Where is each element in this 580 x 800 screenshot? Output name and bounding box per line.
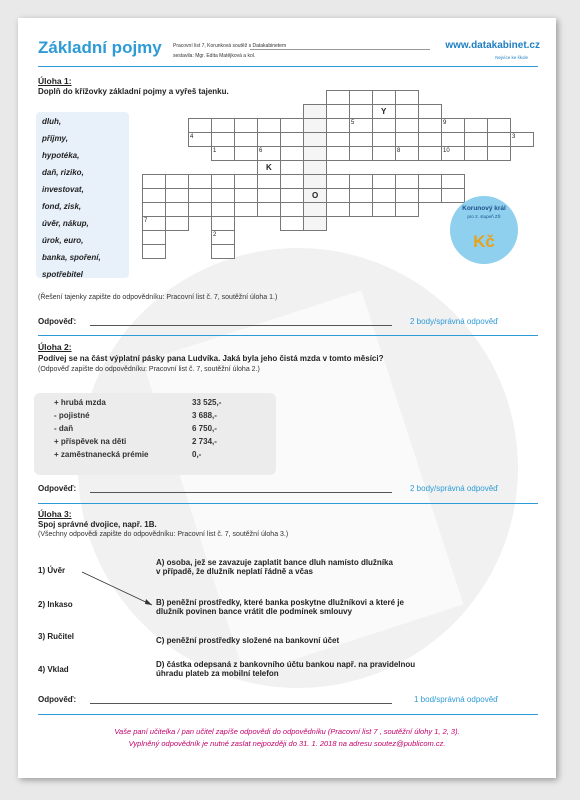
- crossword-number: 7: [144, 218, 148, 224]
- match-left-item: 4) Vklad: [38, 665, 69, 674]
- task3-instruction: Spoj správné dvojice, např. 1B.: [38, 520, 157, 529]
- worksheet-page: [18, 18, 556, 778]
- payslip-label: - pojistné: [54, 411, 90, 420]
- task1-answer-label: Odpověď:: [38, 317, 77, 326]
- task3-note: (Všechny odpovědi zapište do odpovědníku: Pracovní list č. 7, soutěžní úloha 3.): [38, 531, 289, 538]
- brand-suffix: .cz: [526, 40, 540, 51]
- crossword-number: 4: [190, 134, 194, 140]
- task1-points: 2 body/správná odpověď: [410, 317, 499, 326]
- match-right-line: D) částka odepsaná z bankovního účtu bankou např. na pravidelnou: [156, 660, 416, 669]
- crossword-number: 8: [397, 148, 401, 154]
- crossword-number: 5: [351, 120, 355, 126]
- task1-instruction: Doplň do křížovky základní pojmy a vyřeš tajenku.: [38, 87, 229, 96]
- word-item: daň, riziko,: [42, 168, 84, 177]
- word-item: spotřebitel: [42, 270, 83, 279]
- task2-note: (Odpověď zapište do odpovědníku: Pracovní list č. 7, soutěžní úloha 2.): [38, 366, 260, 373]
- match-right-item: [156, 598, 404, 616]
- crossword-number: 6: [259, 148, 263, 154]
- crossword-number: 3: [512, 134, 516, 140]
- match-right-line: úhradu plateb za mobilní telefon: [156, 669, 279, 678]
- task3-answer-line[interactable]: [90, 703, 392, 704]
- payslip-value: 0,-: [192, 450, 202, 459]
- task3-heading: Úloha 3:: [38, 509, 72, 519]
- payslip-value: 33 525,-: [192, 398, 222, 407]
- crossword-number: 10: [443, 148, 450, 154]
- match-right-line: B) peněžní prostředky, které banka poskytne dlužníkovi a které je: [156, 598, 404, 607]
- payslip-value: 3 688,-: [192, 411, 217, 420]
- word-item: příjmy,: [42, 134, 68, 143]
- payslip-label: + příspěvek na děti: [54, 437, 127, 446]
- task1-note: (Řešení tajenky zapište do odpovědníku: Pracovní list č. 7, soutěžní úloha 1.): [38, 294, 278, 301]
- word-item: hypotéka,: [42, 151, 80, 160]
- match-right-line: C) peněžní prostředky složené na bankovní účet: [156, 636, 340, 645]
- task2-question: Podívej se na část výplatní pásky pana Ludvíka. Jaká byla jeho čistá mzda v tomto měsíci?: [38, 354, 384, 363]
- badge-line-1: Korunový král: [462, 205, 506, 212]
- footer-line-1: Vaše paní učitelka / pan učitel zapíše odpovědi do odpovědníku (Pracovní list 7 , soutěžní úlohy 1, 2, 3).: [114, 727, 460, 736]
- brand-name: datakabinet: [471, 40, 527, 51]
- brand-slogan: Nejvíce ke škole: [495, 55, 528, 60]
- meta-line-1: Pracovní list 7, Korunková soutěž s Datakabinetem: [173, 43, 287, 49]
- task3-divider: [38, 714, 538, 715]
- footer-line-2: Vyplněný odpovědník je nutné zaslat nejpozději do 31. 1. 2018 na adresu soutez@publicom.cz.: [128, 739, 446, 748]
- task3-answer-label: Odpověď:: [38, 695, 77, 704]
- payslip-label: - daň: [54, 424, 74, 433]
- match-left-item: 3) Ručitel: [38, 632, 75, 641]
- word-item: banka, spoření,: [42, 253, 101, 262]
- page-title: Základní pojmy: [38, 38, 162, 57]
- crossword-letter: Y: [381, 107, 387, 116]
- word-item: úvěr, nákup,: [42, 219, 89, 228]
- match-right-line: dlužník povinen bance vrátit dle podmínek smlouvy: [156, 607, 353, 616]
- crossword-number: 2: [213, 232, 217, 238]
- badge-line-2: pro 2. stupeň ZŠ: [467, 214, 501, 219]
- brand-prefix: www.: [445, 40, 472, 51]
- match-right-item: [156, 660, 415, 678]
- payslip-label: + zaměstnanecká prémie: [54, 450, 149, 459]
- payslip-label: + hrubá mzda: [54, 398, 106, 407]
- word-item: investovat,: [42, 185, 84, 194]
- crossword-number: 9: [443, 120, 447, 126]
- task2-answer-label: Odpověď:: [38, 484, 77, 493]
- word-item: fond, zisk,: [42, 202, 82, 211]
- match-right-line: A) osoba, jež se zavazuje zaplatit bance dluh namísto dlužníka: [156, 558, 393, 567]
- match-right-item: [156, 636, 339, 645]
- match-right-item: [156, 558, 393, 576]
- task2-heading: Úloha 2:: [38, 342, 72, 352]
- payslip-value: 6 750,-: [192, 424, 217, 433]
- crossword-letter: O: [312, 191, 319, 200]
- word-item: úrok, euro,: [42, 236, 84, 245]
- match-right-line: v případě, že dlužník neplatí řádně a včas: [156, 567, 313, 576]
- word-item: dluh,: [42, 117, 62, 126]
- meta-line-2: sestavila: Mgr. Edita Matějková a kol.: [173, 53, 256, 59]
- crossword-number: 1: [213, 148, 217, 154]
- badge-logo: Kč: [473, 232, 495, 251]
- crossword-letter: K: [266, 163, 272, 172]
- task2-points: 2 body/správná odpověď: [410, 484, 499, 493]
- match-left-item: 2) Inkaso: [38, 600, 73, 609]
- payslip-value: 2 734,-: [192, 437, 217, 446]
- match-left-item: 1) Úvěr: [38, 566, 66, 575]
- task3-points: 1 bod/správná odpověď: [414, 695, 499, 704]
- task1-heading: Úloha 1:: [38, 76, 72, 86]
